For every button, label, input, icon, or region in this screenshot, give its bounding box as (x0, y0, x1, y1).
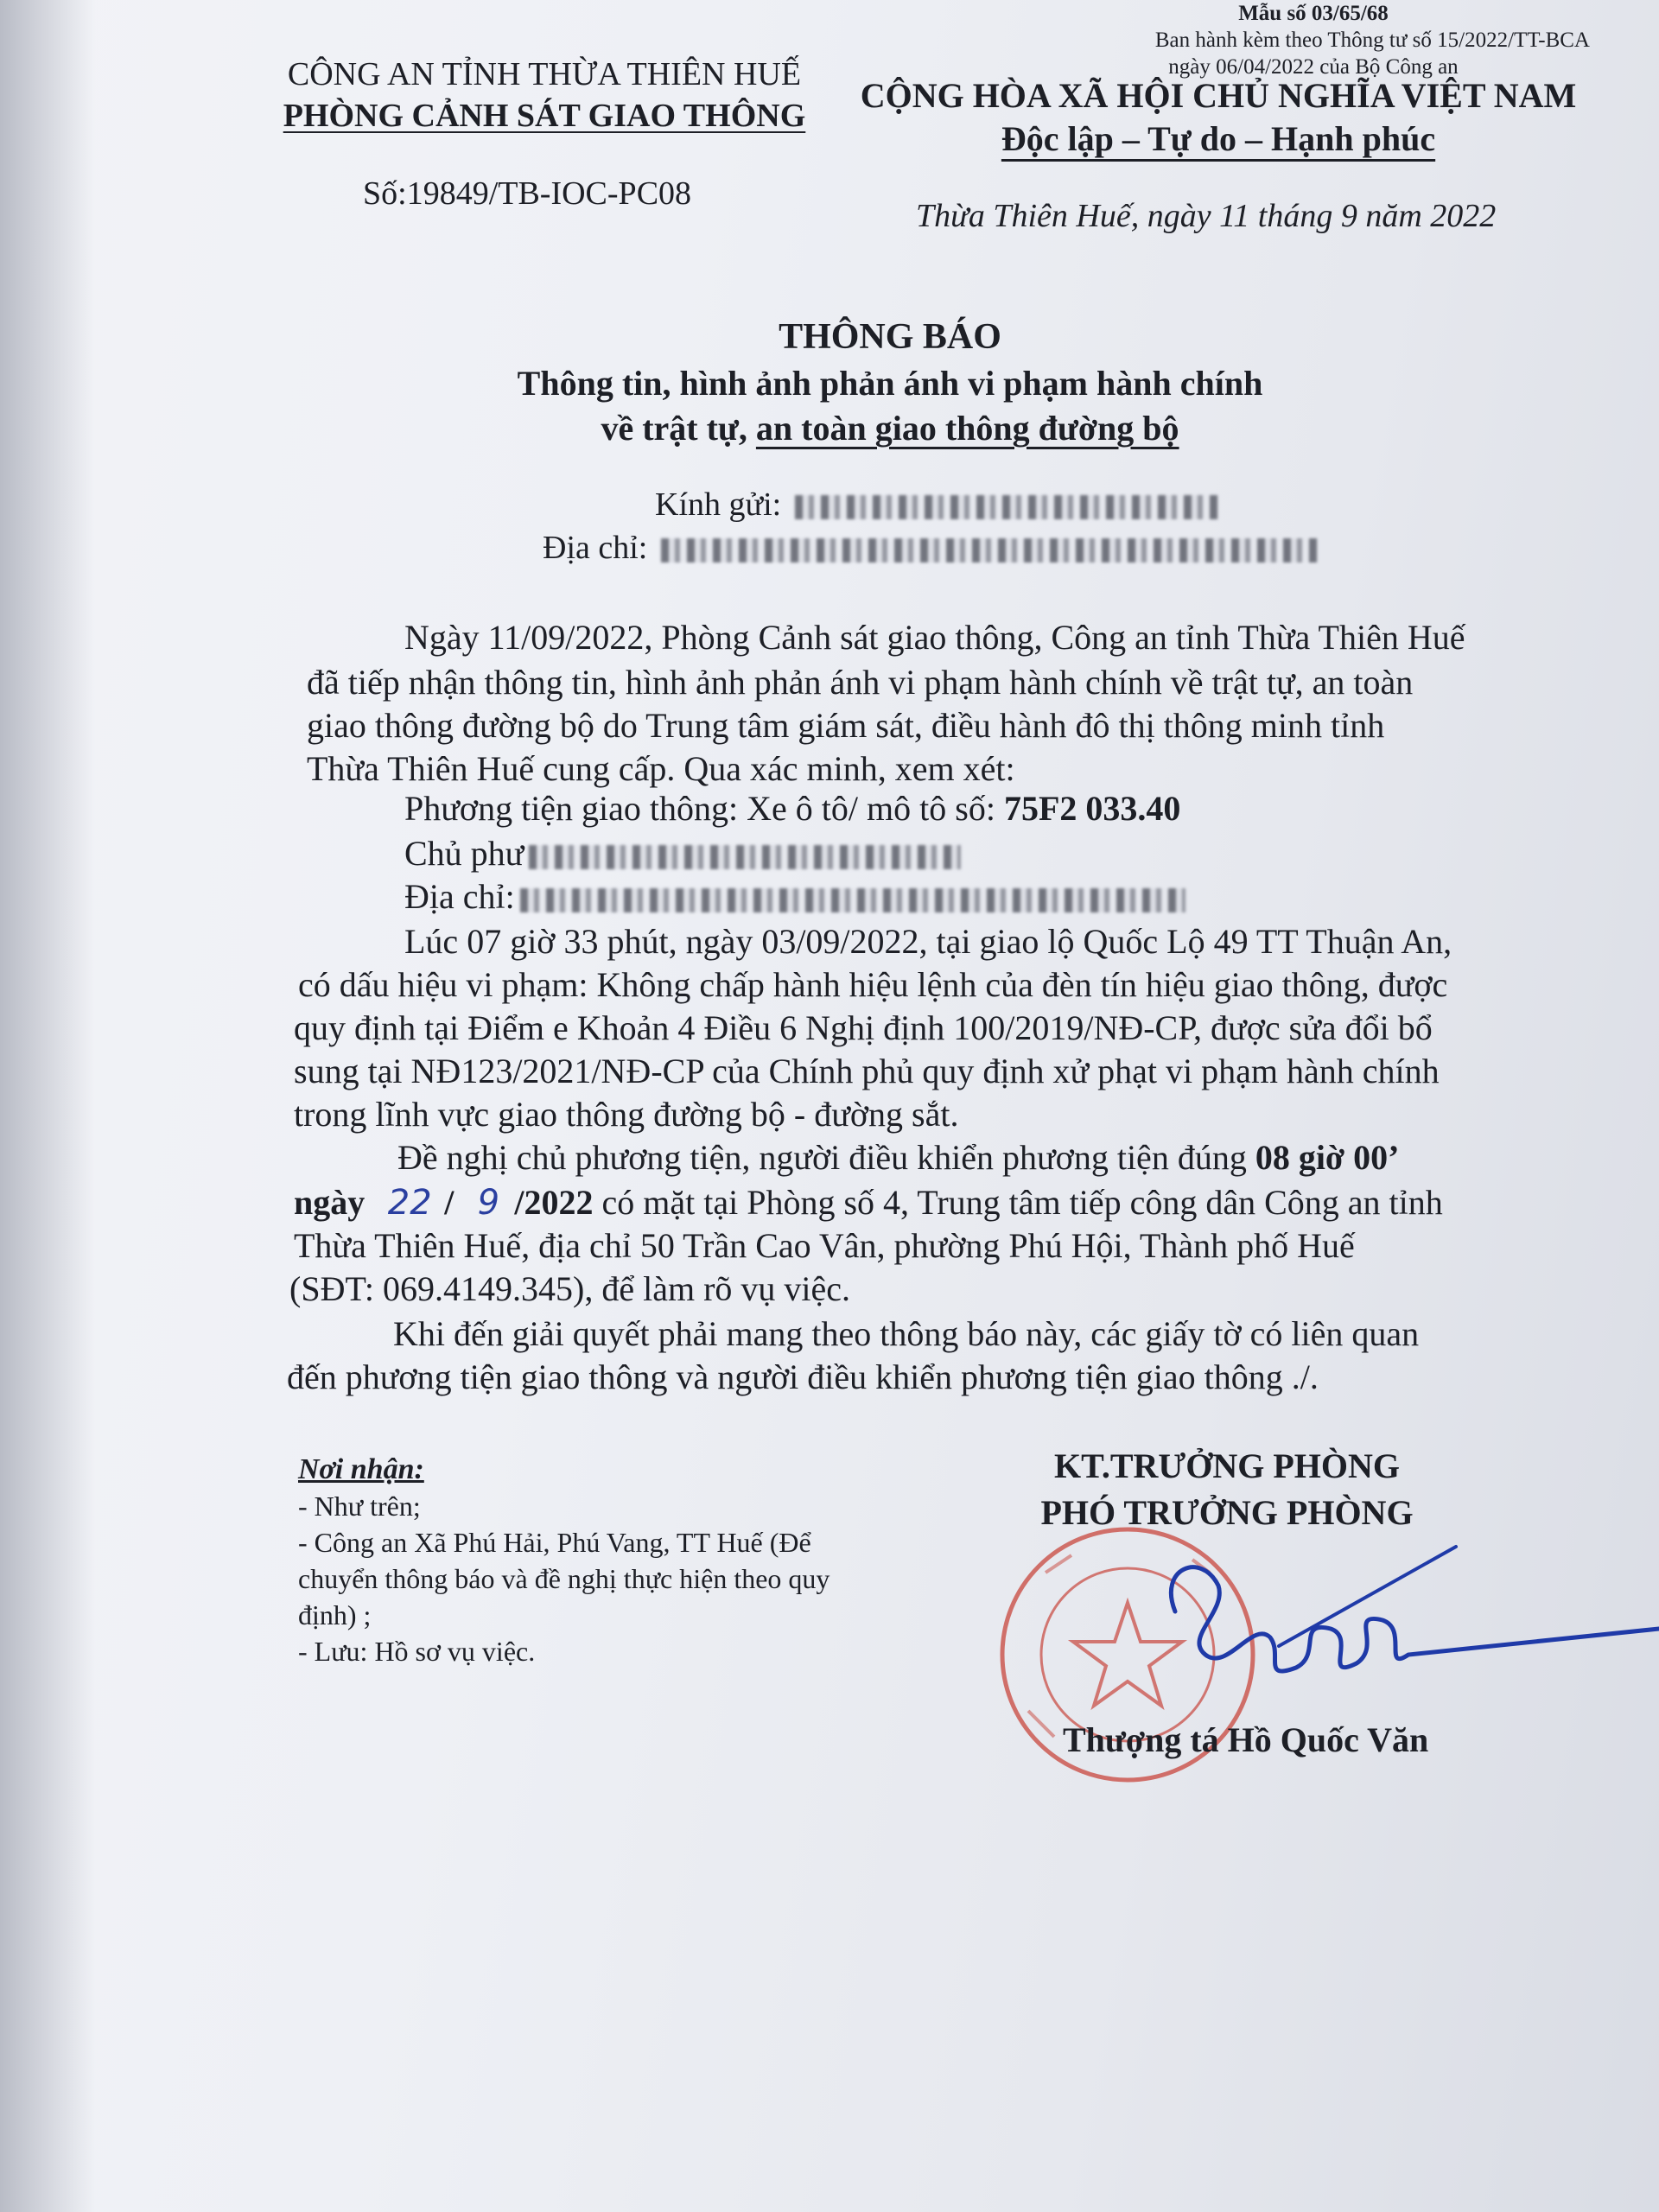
p2-line1: Lúc 07 giờ 33 phút, ngày 03/09/2022, tại giao lộ Quốc Lộ 49 TT Thuận An, (404, 922, 1452, 961)
p3-time: 08 giờ 00’ (1255, 1138, 1400, 1177)
agency-line2: PHÒNG CẢNH SÁT GIAO THÔNG (283, 98, 806, 134)
owner-label: Chủ phư (404, 834, 524, 873)
title-sub2-underlined: an toàn giao thông đường bộ (755, 409, 1179, 448)
vehicle-plate: 75F2 033.40 (1003, 789, 1181, 828)
nation-motto: Độc lập – Tự do – Hạnh phúc (1001, 119, 1436, 158)
recipients-item: - Lưu: Hồ sơ vụ việc. (298, 1636, 536, 1667)
p1-line1: Ngày 11/09/2022, Phòng Cảnh sát giao thông, Công an tỉnh Thừa Thiên Huế (404, 618, 1465, 657)
redacted-recipient-address (661, 538, 1318, 563)
p1-line2: đã tiếp nhận thông tin, hình ảnh phản ánh vi phạm hành chính về trật tự, an toàn (307, 663, 1414, 702)
owner-line (404, 831, 961, 876)
title-sub1: Thông tin, hình ảnh phản ánh vi phạm hành chính (517, 364, 1263, 403)
nation-line1: CỘNG HÒA XÃ HỘI CHỦ NGHĨA VIỆT NAM (860, 76, 1577, 115)
form-reference (1037, 0, 1590, 80)
p3-line1 (397, 1135, 1399, 1180)
recipient-address-line (543, 529, 1318, 567)
p1-line3: giao thông đường bộ do Trung tâm giám sát, điều hành đô thị thông minh tỉnh (307, 706, 1385, 745)
signature-line1: KT.TRƯỞNG PHÒNG (1054, 1446, 1400, 1485)
p2-line3: quy định tại Điểm e Khoản 4 Điều 6 Nghị định 100/2019/NĐ-CP, được sửa đổi bổ (294, 1008, 1433, 1047)
redacted-owner-address (520, 888, 1185, 912)
document-title (311, 313, 1469, 451)
handwritten-day: 22 (387, 1183, 432, 1223)
p3-day-label: ngày (294, 1183, 365, 1222)
place-date: Thừa Thiên Huế, ngày 11 tháng 9 năm 2022 (916, 198, 1497, 234)
vehicle-label: Phương tiện giao thông: Xe ô tô/ mô tô số: (404, 789, 1004, 828)
recipient-line (655, 486, 1218, 524)
handwritten-month: 9 (477, 1183, 500, 1223)
recipients-item: - Công an Xã Phú Hải, Phú Vang, TT Huế (Để (298, 1527, 811, 1558)
signer-name: Thượng tá Hồ Quốc Văn (1063, 1720, 1429, 1759)
p4-line2: đến phương tiện giao thông và người điều khiển phương tiện giao thông ./. (287, 1357, 1319, 1396)
form-basis-line1: Ban hành kèm theo Thông tư số 15/2022/TT-BCA (1154, 29, 1590, 52)
recipients-item: - Như trên; (298, 1491, 421, 1522)
handwritten-signature (1123, 1516, 1659, 1707)
p3-line2-text: có mặt tại Phòng số 4, Trung tâm tiếp công dân Công an tỉnh (593, 1183, 1443, 1222)
agency-line1: CÔNG AN TỈNH THỪA THIÊN HUẾ (287, 56, 802, 92)
owner-address-label: Địa chỉ: (404, 877, 515, 916)
national-heading (851, 74, 1586, 161)
p1-line4: Thừa Thiên Huế cung cấp. Qua xác minh, xem xét: (307, 749, 1015, 788)
p3-line4: (SĐT: 069.4149.345), để làm rõ vụ việc. (289, 1269, 851, 1308)
vehicle-line (404, 786, 1180, 831)
p4-line1: Khi đến giải quyết phải mang theo thông báo này, các giấy tờ có liên quan (393, 1314, 1420, 1353)
p3-year: /2022 (514, 1183, 594, 1222)
form-basis-line2: ngày 06/04/2022 của Bộ Công an (1168, 55, 1459, 79)
page-shadow (0, 0, 95, 2212)
p3-line2 (294, 1180, 1443, 1225)
form-code: Mẫu số 03/65/68 (1238, 2, 1389, 25)
p2-line2: có dấu hiệu vi phạm: Không chấp hành hiệu lệnh của đèn tín hiệu giao thông, được (298, 965, 1448, 1004)
recipients-item: định) ; (298, 1599, 372, 1630)
recipient-address-label: Địa chỉ: (543, 530, 648, 566)
recipients-item: chuyển thông báo và đề nghị thực hiện theo quy (298, 1563, 830, 1594)
document-number: Số:19849/TB-IOC-PC08 (363, 175, 692, 212)
recipient-label: Kính gửi: (655, 486, 782, 523)
p2-line4: sung tại NĐ123/2021/NĐ-CP của Chính phủ quy định xử phạt vi phạm hành chính (294, 1052, 1440, 1090)
date-separator: / (444, 1183, 454, 1222)
p3-line1-text: Đề nghị chủ phương tiện, người điều khiển phương tiện đúng (397, 1138, 1255, 1177)
title-sub2: về trật tự, an toàn giao thông đường bộ (601, 409, 1179, 448)
recipients-heading: Nơi nhận: (298, 1453, 424, 1485)
redacted-recipient-name (795, 495, 1218, 519)
title-main: THÔNG BÁO (779, 317, 1001, 357)
signature-line2: PHÓ TRƯỞNG PHÒNG (1040, 1493, 1414, 1532)
owner-address-line (404, 874, 1185, 919)
redacted-owner-name (529, 845, 961, 869)
agency-heading (259, 54, 830, 137)
p2-line5: trong lĩnh vực giao thông đường bộ - đường sắt. (294, 1095, 959, 1134)
p3-line3: Thừa Thiên Huế, địa chỉ 50 Trần Cao Vân, phường Phú Hội, Thành phố Huế (294, 1226, 1355, 1265)
recipients-block (298, 1452, 830, 1669)
